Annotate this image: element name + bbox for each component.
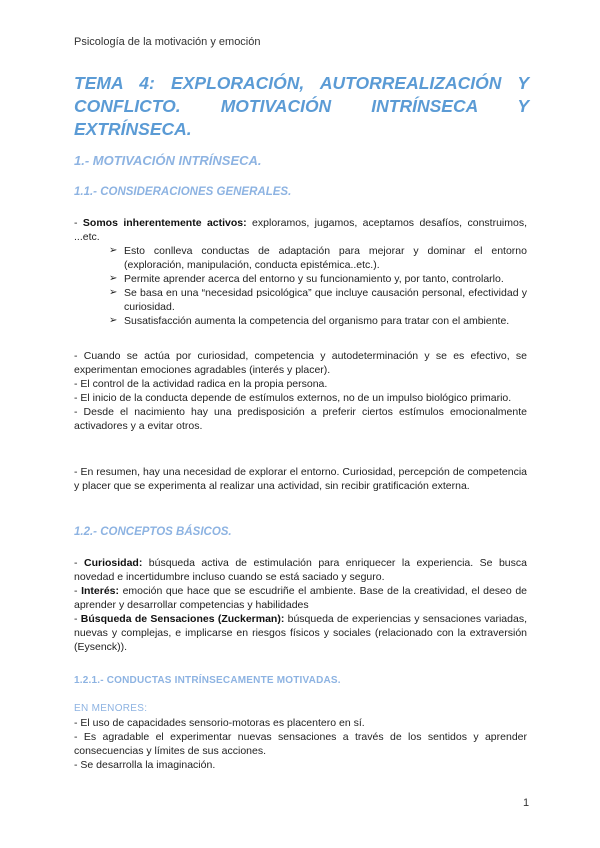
concept-term: Búsqueda de Sensaciones (Zuckerman): — [80, 613, 285, 625]
document-title: TEMA 4: EXPLORACIÓN, AUTORREALIZACIÓN Y CONFLICTO. MOTIVACIÓN INTRÍNSECA Y EXTRÍNSECA. — [74, 73, 529, 139]
conductas-block — [74, 702, 527, 772]
section-heading-motivacion-intrinseca: 1.- MOTIVACIÓN INTRÍNSECA. — [74, 153, 262, 168]
bullet-list — [74, 244, 527, 328]
subsubsection-heading-conductas: 1.2.1.- CONDUCTAS INTRÍNSECAMENTE MOTIVADAS. — [74, 675, 341, 686]
lead-paragraph — [74, 216, 527, 244]
subsection-heading-consideraciones: 1.1.- CONSIDERACIONES GENERALES. — [74, 186, 292, 198]
arrow-bullet-icon: ➢ — [109, 273, 118, 284]
bullet-text: Susatisfacción aumenta la competencia del organismo para tratar con el ambiente. — [124, 315, 510, 327]
lead-prefix: - — [74, 217, 83, 229]
paragraph: - El control de la actividad radica en la propia persona. — [74, 378, 328, 390]
concept-text: búsqueda de experiencias y sensaciones variadas, nuevas y complejas, e implicarse en riesgos físicos y sociales (relacionado con la extraversión (Eysenck)). — [74, 613, 527, 653]
arrow-bullet-icon: ➢ — [109, 287, 118, 298]
arrow-bullet-icon: ➢ — [109, 245, 118, 256]
concept-curiosidad — [74, 556, 527, 584]
concept-term: Curiosidad: — [83, 557, 143, 569]
bullet-text: Esto conlleva conductas de adaptación para mejorar y dominar el entorno (exploración, manipulación, conducta epistémica..etc.). — [124, 245, 527, 271]
running-header: Psicología de la motivación y emoción — [74, 36, 261, 48]
concept-prefix: - — [74, 557, 84, 569]
consideraciones-block — [74, 216, 527, 328]
summary-paragraph: - En resumen, hay una necesidad de explorar el entorno. Curiosidad, percepción de competencia y placer que se experimenta al realizar una actividad, sin recibir gratificación externa. — [74, 466, 527, 492]
lead-rest: exploramos, jugamos, aceptamos desafíos, construimos, ...etc. — [74, 217, 528, 243]
concept-prefix: - — [74, 613, 81, 625]
concept-text: búsqueda activa de estimulación para enriquecer la experiencia. Se busca novedad e incertidumbre incluso cuando se está saciado y seguro. — [74, 557, 527, 583]
paragraph: - Es agradable el experimentar nuevas sensaciones a través de los sentidos y aprender consecuencias y límites de sus acciones. — [74, 731, 527, 757]
paragraph: - Desde el nacimiento hay una predisposición a preferir ciertos estímulos emocionalmente activadores y a evitar otros. — [74, 406, 527, 432]
consideraciones-paragraphs — [74, 349, 527, 433]
page-number: 1 — [523, 797, 530, 809]
concept-interes — [74, 584, 527, 612]
paragraph: - El uso de capacidades sensorio-motoras es placentero en sí. — [74, 717, 365, 729]
list-item — [109, 272, 527, 286]
list-item — [109, 286, 527, 314]
paragraph: - El inicio de la conducta depende de estímulos externos, no de un impulso biológico primario. — [74, 392, 512, 404]
paragraph: - Se desarrolla la imaginación. — [74, 759, 216, 771]
concept-prefix: - — [74, 585, 82, 597]
bullet-text: Permite aprender acerca del entorno y su funcionamiento y, por tanto, controlarlo. — [124, 273, 504, 285]
paragraph: - Cuando se actúa por curiosidad, competencia y autodeterminación y se es efectivo, se experimentan emociones agradables (interés y placer). — [74, 350, 527, 376]
concept-term: Interés: — [81, 585, 120, 597]
conceptos-block — [74, 556, 527, 654]
list-item — [109, 314, 527, 328]
subsection-heading-conceptos: 1.2.- CONCEPTOS BÁSICOS. — [74, 526, 232, 538]
bullet-text: Se basa en una “necesidad psicológica” que incluye causación personal, efectividad y curiosidad. — [124, 287, 527, 313]
group-label: EN MENORES: — [74, 703, 148, 714]
concept-text: emoción que hace que se escudriñe el ambiente. Base de la creatividad, el deseo de aprender y desarrollar competencias y habilidades — [74, 585, 527, 611]
arrow-bullet-icon: ➢ — [109, 315, 118, 326]
lead-bold-term: Somos inherentemente activos: — [82, 217, 247, 229]
list-item — [109, 244, 527, 272]
concept-busqueda-sensaciones — [74, 612, 527, 654]
